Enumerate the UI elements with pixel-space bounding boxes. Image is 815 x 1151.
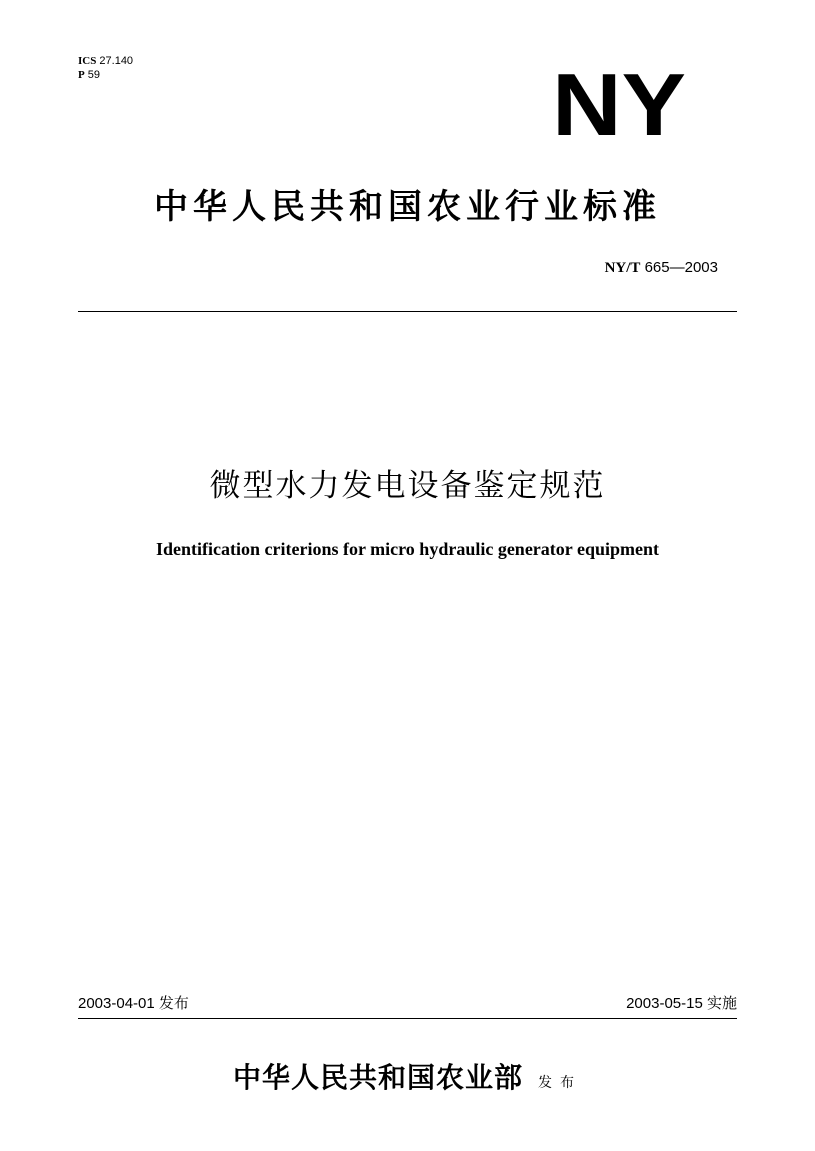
standard-number xyxy=(605,258,718,278)
dates-row xyxy=(78,993,737,1015)
standard-category-title: 中华人民共和国农业行业标准 xyxy=(154,187,661,227)
standard-prefix: NY/T xyxy=(604,260,641,276)
ics-code: 27.140 xyxy=(99,55,134,67)
ics-line xyxy=(78,54,133,68)
top-divider xyxy=(78,311,737,312)
ccs-label: P xyxy=(78,69,85,81)
issue-date: 2003-04-01 发布 xyxy=(78,995,189,1012)
document-title-english: Identification criterions for micro hydraulic generator equipment xyxy=(156,539,659,559)
publisher-name: 中华人民共和国农业部 xyxy=(232,1061,523,1094)
standard-code: 665—2003 xyxy=(644,259,718,276)
publisher-suffix: 发布 xyxy=(538,1075,583,1091)
document-title-chinese: 微型水力发电设备鉴定规范 xyxy=(209,468,606,504)
ccs-code: 59 xyxy=(87,69,101,81)
ny-logo-text: NY xyxy=(552,68,686,142)
ccs-line xyxy=(78,68,133,82)
bottom-divider xyxy=(78,1018,737,1019)
publisher-line xyxy=(0,1058,815,1103)
ny-standard-logo xyxy=(552,68,688,142)
ics-label: ICS xyxy=(78,55,97,67)
classification-codes xyxy=(78,54,133,82)
implementation-date: 2003-05-15 实施 xyxy=(626,995,737,1012)
